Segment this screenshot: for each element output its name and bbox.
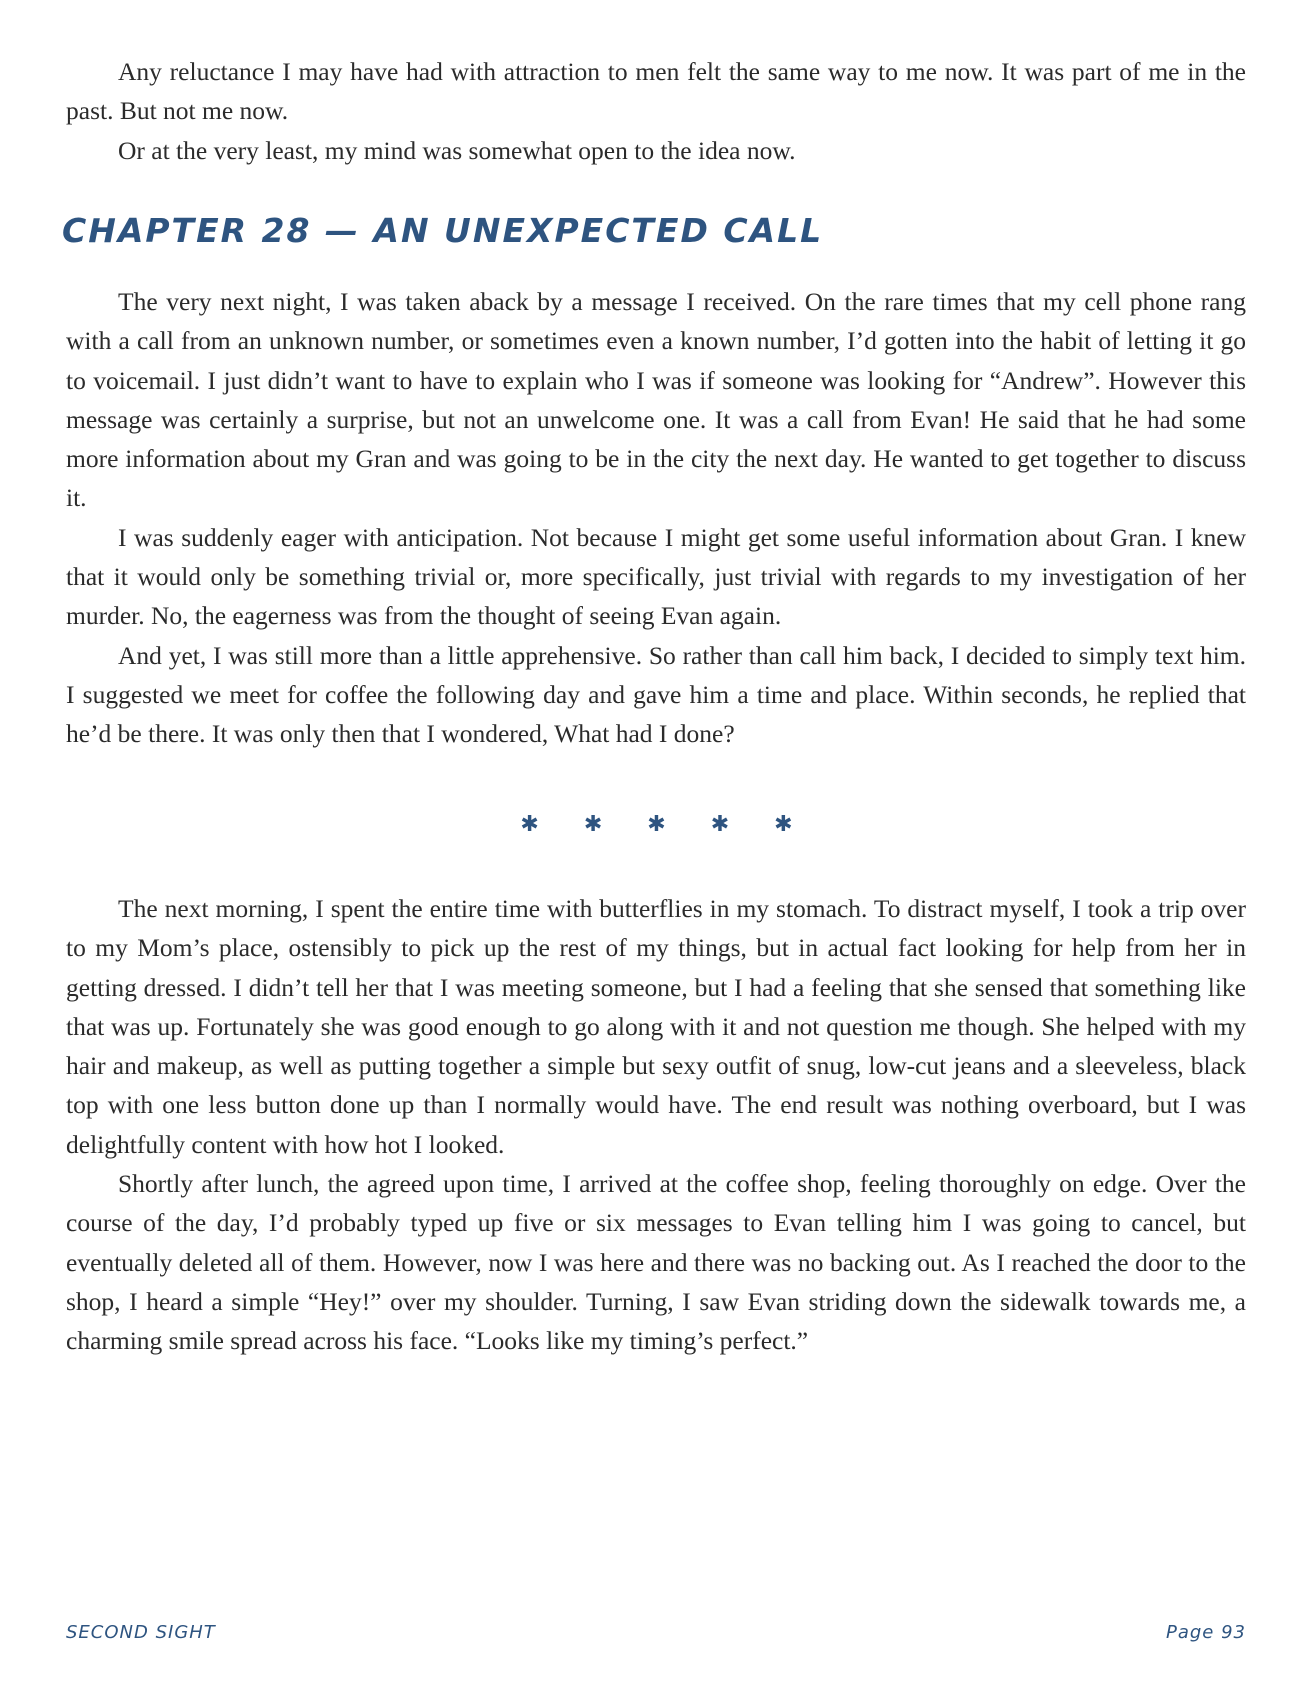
paragraph: The very next night, I was taken aback by a message I received. On the rare times that my cell phone rang with a call from an unknown number, or sometimes even a known number, I’d gotten into the habit of letting it go to voicemail. I just didn’t want to have to explain who I was if someone was looking for “Andrew”. However this message was certainly a surprise, but not an unwelcome one. It was a call from Evan! He said that he had some more information about my Gran and was going to be in the city the next day. He wanted to get together to discuss it. (66, 287, 1246, 513)
paragraph: And yet, I was still more than a little apprehensive. So rather than call him back, I decided to simply text him. I suggested we meet for coffee the following day and gave him a time and place. Within seconds, he replied that he’d be there. It was only then that I wondered, What had I done? (66, 640, 1246, 749)
footer-book-title: SECOND SIGHT (66, 1622, 216, 1643)
asterisk-icon: ✱ (647, 812, 666, 837)
asterisk-icon: ✱ (710, 812, 730, 837)
paragraph: Any reluctance I may have had with attraction to men felt the same way to me now. It was part of me in the past. But not me now. (66, 57, 1246, 126)
footer-page-number: Page 93 (1165, 1622, 1246, 1643)
asterisk-icon: ✱ (520, 812, 539, 837)
paragraph: Shortly after lunch, the agreed upon time, I arrived at the coffee shop, feeling thoroughly on edge. Over the course of the day, I’d probably typed up five or six messages to Evan telling him I was going to cancel, but eventually deleted all of them. However, now I was here and there was no backing out. As I reached the door to the shop, I heard a simple “Hey!” over my shoulder. Turning, I saw Evan striding down the sidewalk towards me, a charming smile spread across his face. “Looks like my timing’s perfect.” (66, 1169, 1246, 1356)
asterisk-icon: ✱ (583, 812, 603, 837)
intro-section (66, 52, 1246, 170)
chapter-heading: CHAPTER 28 — AN UNEXPECTED CALL (62, 211, 824, 250)
asterisk-icon: ✱ (774, 812, 793, 837)
scene-break (0, 810, 1313, 840)
paragraph: The next morning, I spent the entire time with butterflies in my stomach. To distract myself, I took a trip over to my Mom’s place, ostensibly to pick up the rest of my things, but in actual fact looking for help from her in getting dressed. I didn’t tell her that I was meeting someone, but I had a feeling that she sensed that something like that was up. Fortunately she was good enough to go along with it and not question me though. She helped with my hair and makeup, as well as putting together a simple but sexy outfit of snug, low-cut jeans and a sleeveless, black top with one less button done up than I normally would have. The end result was nothing overboard, but I was delightfully content with how hot I looked. (66, 894, 1246, 1159)
paragraph: Or at the very least, my mind was somewhat open to the idea now. (118, 135, 796, 165)
paragraph: I was suddenly eager with anticipation. Not because I might get some useful information about Gran. I knew that it would only be something trivial or, more specifically, just trivial with regards to my investigation of her murder. No, the eagerness was from the thought of seeing Evan again. (66, 522, 1246, 631)
chapter-body (66, 282, 1246, 754)
after-break-section (66, 889, 1246, 1361)
